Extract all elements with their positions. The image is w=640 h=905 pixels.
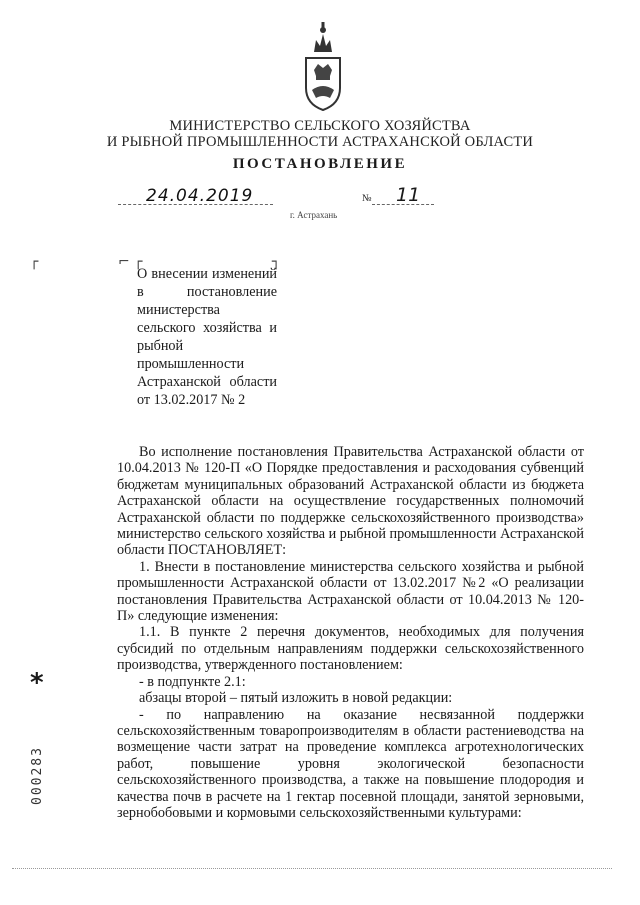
number-sign: №	[362, 193, 372, 204]
coat-of-arms-icon	[300, 18, 346, 114]
handwritten-date: 24.04.2019	[146, 186, 254, 206]
body-paragraph-instruction: абзацы второй – пятый изложить в новой редакции:	[139, 690, 453, 707]
body-paragraph-item-1-1: 1.1. В пункте 2 перечня документов, необходимых для получения субсидий по отдельным направлениям поддержки сельскохозяйственного производства, утвержденного постановлением:	[117, 624, 584, 674]
ministry-name-line1: МИНИСТЕРСТВО СЕЛЬСКОГО ХОЗЯЙСТВА	[169, 118, 471, 134]
body-paragraph-preamble: Во исполнение постановления Правительства Астраханской области от 10.04.2013 № 120-П «О Порядке предоставления и расходования субвенций бюджетам муниципальных образований Астраханской области из бюджета Астраханской области на осуществление государственных полномочий Астраханской области по поддержке сельскохозяйственного производства» министерство сельского хозяйства и рыбной промышленности Астраханской области ПОСТАНОВЛЯЕТ:	[117, 444, 584, 559]
corner-bracket-right-icon: ┐	[272, 254, 281, 270]
ministry-name-line2: И РЫБНОЙ ПРОМЫШЛЕННОСТИ АСТРАХАНСКОЙ ОБЛАСТИ	[106, 134, 534, 150]
corner-bracket-mid-icon: ⌐ ┌	[118, 254, 143, 270]
body-paragraph-direction: - по направлению на оказание несвязанной поддержки сельскохозяйственным товаропроизводителям в области растениеводства на возмещение части затрат на проведение комплекса агротехнологических работ, повышение уровня экологической безопасности сельскохозяйственного производства, а также на повышение плодородия и качества почв в расчете на 1 гектар посевной площади, занятой зерновыми, зернобобовыми и кормовыми сельскохозяйственными культурами:	[117, 706, 584, 821]
document-body	[117, 444, 584, 821]
handwritten-number: 11	[396, 184, 421, 206]
body-paragraph-item-1: 1. Внести в постановление министерства сельского хозяйства и рыбной промышленности Астраханской области от 13.02.2017 №2 «О реализации постановления Правительства Астраханской области от 10.04.2013 № 120-П» следующие изменения:	[117, 558, 584, 625]
margin-star-mark: *	[30, 668, 44, 698]
corner-bracket-left-icon: ┌	[30, 254, 39, 270]
document-type-title: ПОСТАНОВЛЕНИЕ	[232, 156, 408, 172]
document-subject: О внесении изменений в постановление министерства сельского хозяйства и рыбной промышленности Астраханской области от 13.02.2017 № 2	[137, 266, 277, 408]
bottom-dotted-rule	[12, 868, 612, 869]
body-paragraph-subitem: - в подпункте 2.1:	[139, 673, 246, 690]
city-label: г. Астрахань	[290, 210, 338, 220]
registration-number: 000283	[30, 746, 45, 805]
